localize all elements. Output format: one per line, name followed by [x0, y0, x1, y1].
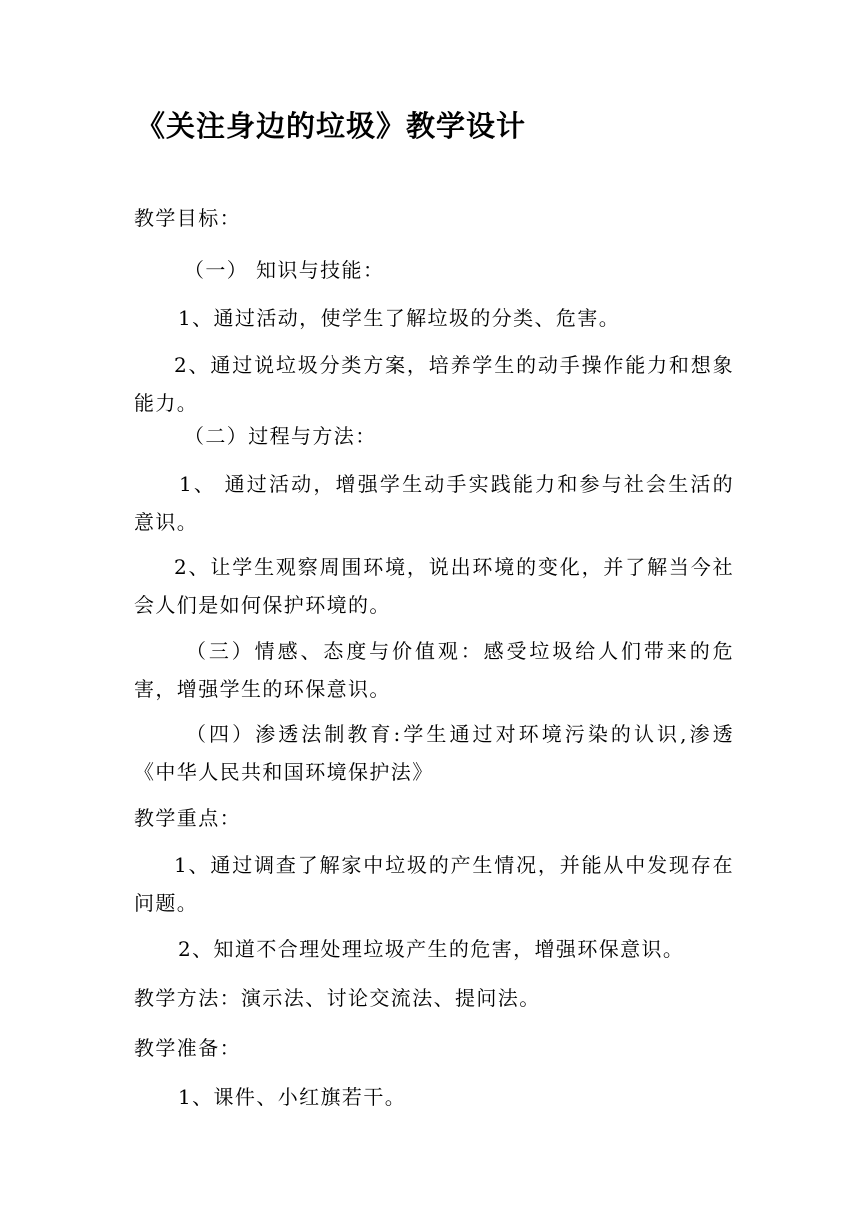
knowledge-heading: （一） 知识与技能：: [184, 258, 385, 282]
objectives-heading: 教学目标：: [134, 206, 241, 230]
key-point-item-1: 1、通过调查了解家中垃圾的产生情况，并能从中发现存在问题。: [134, 853, 734, 915]
emotion-item: （三）情感、态度与价值观：感受垃圾给人们带来的危害，增强学生的环保意识。: [134, 639, 734, 701]
process-item-1: 1、 通过活动，增强学生动手实践能力和参与社会生活的意识。: [134, 472, 734, 534]
methods-line: 教学方法：演示法、讨论交流法、提问法。: [134, 986, 541, 1010]
page-title: 《关注身边的垃圾》教学设计: [136, 109, 527, 143]
process-item-2: 2、让学生观察周围环境，说出环境的变化，并了解当今社会人们是如何保护环境的。: [134, 555, 734, 617]
law-item: （四）渗透法制教育:学生通过对环境污染的认识,渗透《中华人民共和国环境保护法》: [134, 722, 734, 784]
key-points-heading: 教学重点：: [134, 806, 241, 830]
knowledge-item-1: 1、通过活动，使学生了解垃圾的分类、危害。: [178, 306, 621, 330]
preparation-item-1: 1、课件、小红旗若干。: [178, 1085, 407, 1109]
process-heading: （二）过程与方法：: [184, 424, 377, 448]
knowledge-item-2: 2、通过说垃圾分类方案，培养学生的动手操作能力和想象能力。: [134, 353, 734, 415]
key-point-item-2: 2、知道不合理处理垃圾产生的危害，增强环保意识。: [178, 937, 685, 961]
preparation-heading: 教学准备：: [134, 1036, 241, 1060]
